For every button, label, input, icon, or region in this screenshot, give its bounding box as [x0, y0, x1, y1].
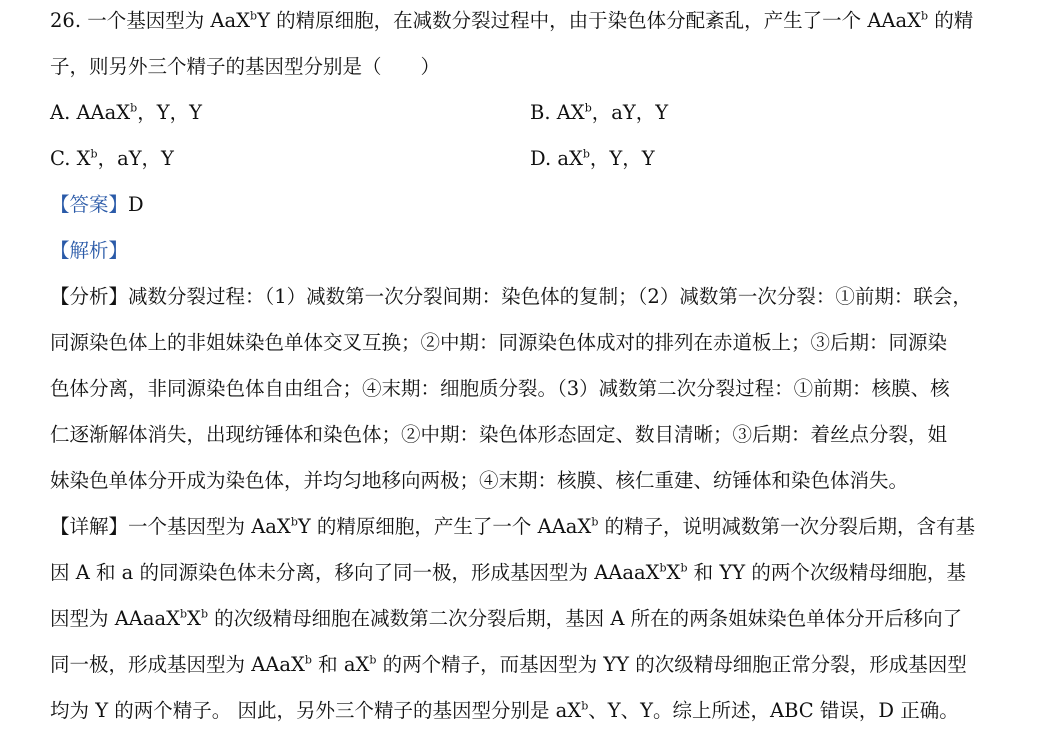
- option-a-text: A. AAaX: [50, 101, 131, 124]
- question-text: Y 的精原细胞，在减数分裂过程中，由于染色体分配紊乱，产生了一个 AAaX: [257, 9, 922, 32]
- xiangjie-tag: 【详解】: [50, 515, 129, 538]
- xiangjie-text: 同一极，形成基因型为 AAaX: [50, 653, 305, 676]
- xiangjie-text: X: [666, 561, 681, 584]
- superscript: b: [581, 699, 589, 713]
- option-d-text: D. aX: [530, 147, 583, 170]
- xiangjie-text: 的精子，说明减数第一次分裂后期，含有基: [598, 515, 976, 538]
- xiangjie-line-1: [50, 514, 975, 540]
- option-c: [50, 146, 174, 172]
- superscript: b: [582, 147, 590, 161]
- xiangjie-text: 和 aX: [311, 653, 370, 676]
- superscript: b: [680, 561, 688, 575]
- fenxi-line-3: 色体分离，非同源染色体自由组合；④末期：细胞质分裂。（3）减数第二次分裂过程：①前期：核膜、核: [50, 377, 950, 400]
- xiangjie-text: 均为 Y 的两个精子。 因此，另外三个精子的基因型分别是 aX: [50, 699, 582, 722]
- superscript: b: [290, 515, 298, 529]
- question-text: 的精: [928, 9, 974, 32]
- xiangjie-line-2: [50, 560, 966, 586]
- answer-line: [50, 192, 144, 218]
- fenxi-line-5: 妹染色单体分开成为染色体，并均匀地移向两极；④末期：核膜、核仁重建、纺锤体和染色体消失。: [50, 469, 909, 492]
- option-b: [530, 100, 668, 126]
- xiangjie-text: 、Y、Y。综上所述，ABC 错误，D 正确。: [588, 699, 959, 722]
- xiangjie-text: Y 的精原细胞，产生了一个 AAaX: [297, 515, 592, 538]
- fenxi-text: 减数分裂过程：（1）减数第一次分裂间期：染色体的复制；（2）减数第一次分裂：①前期：联会，: [128, 285, 972, 308]
- answer-value: D: [128, 193, 144, 216]
- option-b-text: B. AX: [530, 101, 585, 124]
- superscript: b: [584, 101, 592, 115]
- superscript: b: [591, 515, 599, 529]
- xiangjie-text: 和 YY 的两个次级精母细胞，基: [687, 561, 966, 584]
- superscript: b: [304, 653, 312, 667]
- question-number: 26.: [50, 9, 82, 32]
- option-d: [530, 146, 655, 172]
- option-a: [50, 100, 202, 126]
- superscript: b: [250, 9, 258, 23]
- xiangjie-text: 因型为 AAaaX: [50, 607, 180, 630]
- answer-tag: 【答案】: [50, 193, 129, 216]
- superscript: b: [921, 9, 929, 23]
- superscript: b: [659, 561, 667, 575]
- superscript: b: [200, 607, 208, 621]
- option-c-text: ，aY，Y: [97, 147, 174, 170]
- superscript: b: [90, 147, 98, 161]
- xiangjie-text: 一个基因型为 AaX: [128, 515, 291, 538]
- fenxi-line-4: 仁逐渐解体消失，出现纺锤体和染色体；②中期：染色体形态固定、数目清晰；③后期：着丝点分裂，姐: [50, 423, 948, 446]
- fenxi-tag: 【分析】: [50, 285, 129, 308]
- superscript: b: [180, 607, 188, 621]
- xiangjie-text: 的次级精母细胞在减数第二次分裂后期，基因 A 所在的两条姐妹染色单体分开后移向了: [207, 607, 963, 630]
- fenxi-line-1: [50, 284, 972, 310]
- option-d-text: ，Y，Y: [589, 147, 655, 170]
- xiangjie-text: 因 A 和 a 的同源染色体未分离，移向了同一极，形成基因型为 AAaaX: [50, 561, 660, 584]
- option-c-text: C. X: [50, 147, 91, 170]
- question-text: 一个基因型为 AaX: [81, 9, 251, 32]
- xiangjie-line-3: [50, 606, 962, 632]
- fenxi-line-2: 同源染色体上的非姐妹染色单体交叉互换；②中期：同源染色体成对的排列在赤道板上；③后期：同源染: [50, 331, 948, 354]
- superscript: b: [369, 653, 377, 667]
- question-line-1: [50, 8, 973, 34]
- option-a-text: ，Y，Y: [137, 101, 202, 124]
- analysis-tag: 【解析】: [50, 239, 129, 262]
- xiangjie-line-4: [50, 652, 967, 678]
- xiangjie-line-5: [50, 698, 959, 724]
- xiangjie-text: X: [187, 607, 201, 630]
- xiangjie-text: 的两个精子，而基因型为 YY 的次级精母细胞正常分裂，形成基因型: [376, 653, 967, 676]
- option-b-text: ，aY，Y: [591, 101, 669, 124]
- question-line-2: 子，则另外三个精子的基因型分别是（ ）: [50, 55, 441, 78]
- superscript: b: [130, 101, 138, 115]
